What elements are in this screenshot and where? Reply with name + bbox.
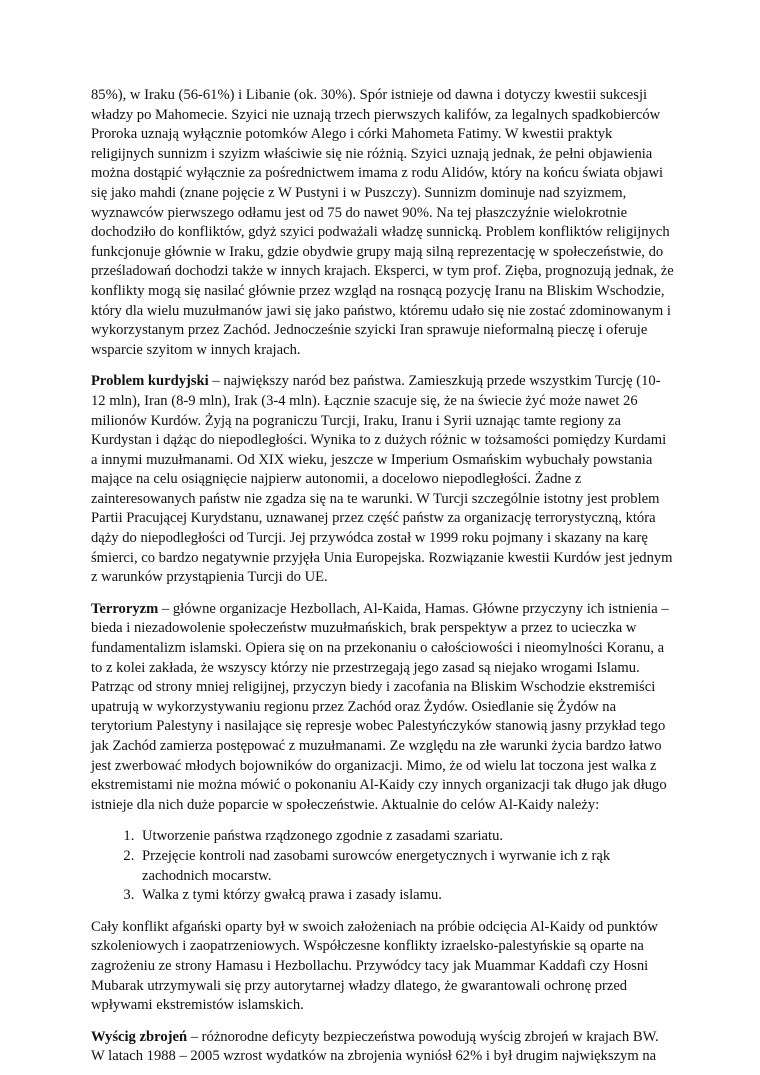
list-item: 3. Walka z tymi którzy gwałcą prawa i zasady islamu.: [138, 886, 674, 906]
list-item: 1. Utworzenie państwa rządzonego zgodnie z zasadami szariatu.: [138, 827, 674, 847]
paragraph-terrorism: [91, 600, 674, 816]
paragraph-arms-race: [91, 1028, 674, 1067]
terrorism-text: – główne organizacje Hezbollach, Al-Kaida, Hamas. Główne przyczyny ich istnienia – bieda i niezadowolenie społeczeństw muzułmańskich, brak perspektyw a przez to ucieczka w fundamentalizm islamski. Opiera się on na przekonaniu o całościowości i nieomylności Koranu, a to z kolei zakłada, że wszyscy którzy nie przestrzegają jego zasad są niejako wrogami Islamu. Patrząc od strony mniej religijnej, przyczyn biedy i zacofania na Bliskim Wschodzie ekstremiści upatrują w wykorzystywaniu regionu przez Zachód oraz Żydów. Osiedlanie się Żydów na terytorium Palestyny i nasilające się represje wobec Palestyńczyków stanowią jasny przykład tego jak Zachód zamierza postępować z muzułmanami. Ze względu na złe warunki życia bardzo łatwo jest zwerbować młodych bojowników do organizacji. Mimo, że od wielu lat toczona jest walka z ekstremistami nie można mówić o pokonaniu Al-Kaidy czy innych organizacji tak długo jak długo istnieje dla nich duże poparcie w społeczeństwie. Aktualnie do celów Al-Kaidy należy:: [91, 600, 669, 813]
arms-race-text: – różnorodne deficyty bezpieczeństwa powodują wyścig zbrojeń w krajach BW. W latach 1988 – 2005 wzrost wydatków na zbrojenia wyniósł 62% i był drugim największym na: [91, 1028, 659, 1065]
term-terrorism: Terroryzm: [91, 600, 159, 617]
term-arms-race: Wyścig zbrojeń: [91, 1028, 188, 1045]
list-item: 2. Przejęcie kontroli nad zasobami surowców energetycznych i wyrwanie ich z rąk zachodnich mocarstw.: [138, 847, 674, 886]
paragraph-afghan-conflict: Cały konflikt afgański oparty był w swoich założeniach na próbie odcięcia Al-Kaidy od punktów szkoleniowych i zaopatrzeniowych. Współczesne konflikty izraelsko-palestyńskie są oparte na zagrożeniu ze strony Hamasu i Hezbollachu. Przywódcy tacy jak Muammar Kaddafi czy Hosni Mubarak utrzymywali się przy autorytarnej władzy dlatego, że gwarantowali ochronę przed wpływami ekstremistów islamskich.: [91, 918, 658, 1014]
al-qaeda-goals-list: [91, 827, 674, 905]
paragraph-shia-sunni: 85%), w Iraku (56-61%) i Libanie (ok. 30%). Spór istnieje od dawna i dotyczy kwestii sukcesji władzy po Mahomecie. Szyici nie uznają trzech pierwszych kalifów, za legalnych spadkobierców Proroka uznają wyłącznie potomków Alego i córki Mahometa Fatimy. W kwestii praktyk religijnych sunnizm i szyizm właściwie się nie różnią. Szyici uznają jednak, że pełni objawienia można dostąpić wyłącznie za pośrednictwem imama z rodu Alidów, który na końcu świata objawi się jako mahdi (znane pojęcie z W Pustyni i w Puszczy). Sunnizm dominuje nad szyizmem, wyznawców pierwszego odłamu jest od 75 do nawet 90%. Na tej płaszczyźnie wielokrotnie dochodziło do konfliktów, gdyż szyici podważali władzę sunnicką. Problem konfliktów religijnych funkcjonuje głównie w Iraku, gdzie obydwie grupy mają silną reprezentację w społeczeństwie, do prześladowań dochodzi także w innych krajach. Eksperci, w tym prof. Zięba, prognozują jednak, że konflikty mogą się nasilać głównie przez wzgląd na rosnącą pozycję Iranu na Bliskim Wschodzie, który dla wielu muzułmanów jawi się jako państwo, któremu udało się nie zostać zdominowanym i wykorzystanym przez Zachód. Jednocześnie szyicki Iran sprawuje nieformalną pieczę i oferuje wsparcie szyitom w innych krajach.: [91, 87, 674, 358]
kurdish-problem-text: – największy naród bez państwa. Zamieszkują przede wszystkim Turcję (10-12 mln), Iran (8-9 mln), Irak (3-4 mln). Łącznie szacuje się, że na świecie żyć może nawet 26 milionów Kurdów. Żyją na pograniczu Turcji, Iraku, Iranu i Syrii uznając tamte regiony za Kurdystan i dążąc do niepodległości. Wynika to z dużych różnic w tożsamości pomiędzy Kurdami a innymi muzułmanami. Od XIX wieku, jeszcze w Imperium Osmańskim wybuchały powstania mające na celu osiągnięcie najpierw autonomii, a docelowo niepodległości. Żadne z zainteresowanych państw nie zgadza się na te warunki. W Turcji szczególnie istotny jest problem Partii Pracującej Kurydstanu, uznawanej przez część państw za organizację terrorystyczną, która dąży do niepodległości od Turcji. Jej przywódca został w 1999 roku pojmany i skazany na karę śmierci, co bardzo negatywnie przyjęła Unia Europejska. Rozwiązanie kwestii Kurdów jest jednym z warunków przystąpienia Turcji do UE.: [91, 373, 673, 586]
term-kurdish-problem: Problem kurdyjski: [91, 373, 209, 390]
paragraph-kurdish-problem: [91, 372, 674, 588]
